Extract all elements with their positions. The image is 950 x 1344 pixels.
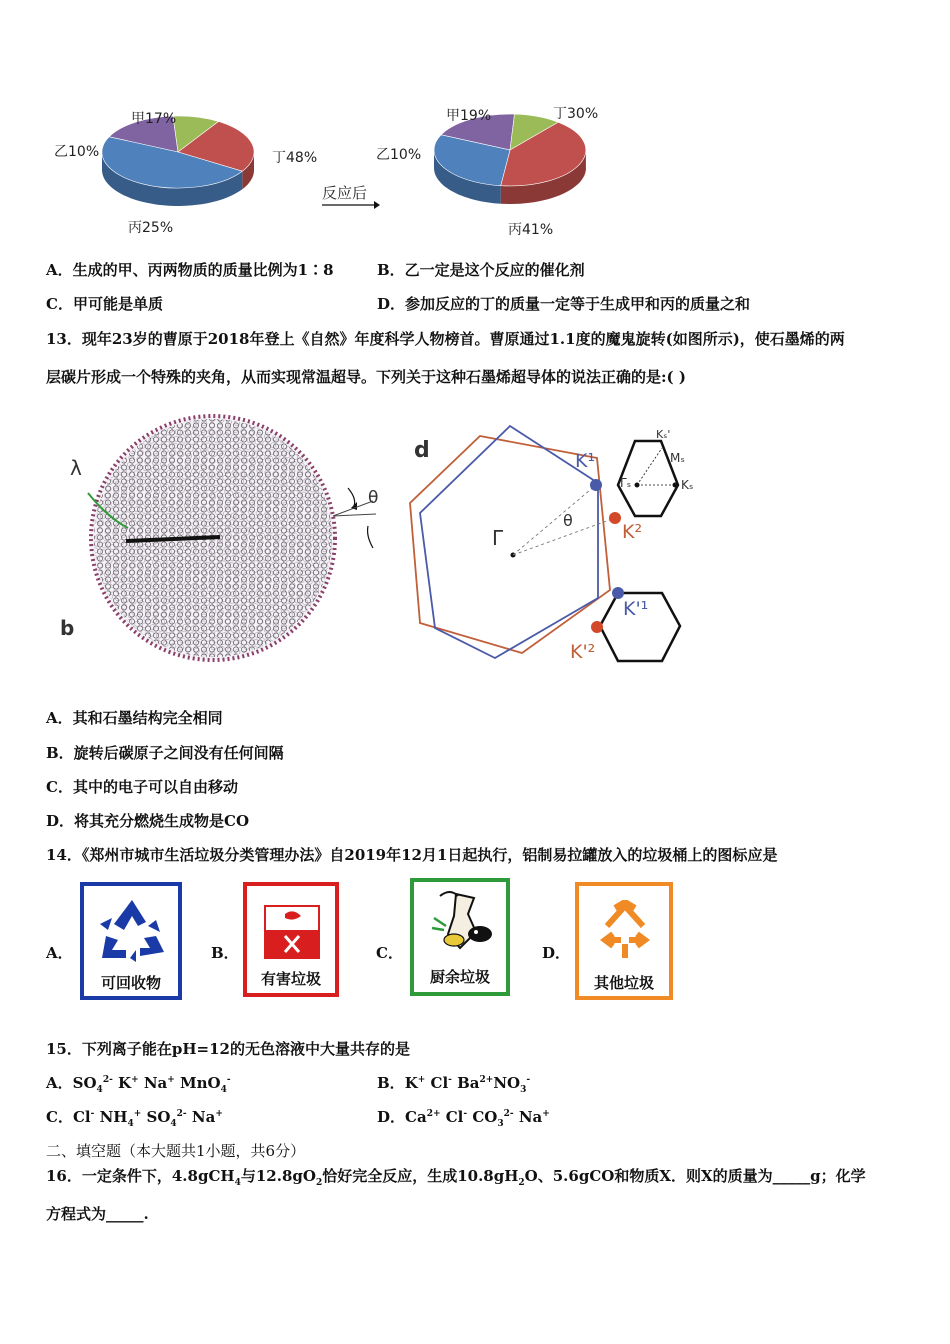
q13-option-d: D．将其充分燃烧生成物是CO	[46, 812, 250, 830]
label-ms: Mₛ	[670, 451, 685, 465]
label-k2: K²	[622, 521, 643, 543]
hazardous-bin-icon	[243, 882, 339, 997]
hazardous-caption: 有害垃圾	[260, 970, 321, 988]
label-theta-d: θ	[563, 511, 573, 530]
q14-letter-b: B．	[211, 944, 239, 962]
pie-after-label-yi: 乙10%	[376, 147, 422, 163]
q13-option-b: B．旋转后碳原子之间没有任何间隔	[46, 744, 284, 762]
label-gamma: Γ	[492, 526, 504, 550]
q15-option-a-prefix: A．	[46, 1074, 73, 1092]
q15-option-a: A．$SO_4^{2-}$ K+ Na+ MnO$_4$-	[46, 1074, 231, 1095]
label-b: b	[60, 616, 75, 640]
kitchen-waste-caption: 厨余垃圾	[429, 968, 490, 986]
pie-before-label-bing: 丙25%	[128, 220, 174, 236]
graphene-figure-b	[48, 408, 388, 670]
q15-option-d-prefix: D．	[377, 1108, 406, 1126]
kitchen-waste-bin-icon	[410, 878, 510, 996]
pie-after-label-ding: 丁30%	[553, 106, 599, 122]
food-waste-icon	[426, 888, 498, 958]
label-ks: Kₛ	[681, 478, 694, 492]
q14-letter-a: A．	[46, 944, 73, 962]
pie-after-label-bing: 丙41%	[508, 222, 554, 238]
q16-line2: 方程式为_____.	[46, 1205, 149, 1223]
q16-part4: O、5.6gCO和物质X．则X的质量为_____g；化学	[524, 1167, 866, 1185]
q13-option-c: C．其中的电子可以自由移动	[46, 778, 238, 796]
recyclable-bin-icon	[80, 882, 182, 1000]
other-waste-caption: 其他垃圾	[593, 974, 654, 992]
q15-option-c: C．Cl- $NH_4^+$ $SO_4^{2-}$ Na+	[46, 1108, 223, 1129]
q16-part3: 恰好完全反应，生成10.8gH	[322, 1167, 519, 1185]
q12-option-b: B．乙一定是这个反应的催化剂	[377, 261, 585, 279]
pie-before-label-jia: 甲17%	[131, 111, 177, 127]
label-kp2: K'²	[570, 641, 596, 663]
q16-line1: 16．一定条件下，4.8gCH$_4$与$12.8gO_2$恰好完全反应，生成$10.8gH_2O$、5.6gCO和物质X．则X的质量为_____g；化学	[46, 1167, 866, 1188]
pie-after-label-jia: 甲19%	[446, 108, 492, 124]
q12-option-c: C．甲可能是单质	[46, 295, 163, 313]
q15-option-d: D．$Ca^{2+}$ Cl- $CO_3^{2-}$ Na+	[377, 1108, 550, 1129]
q13-stem-line1: 13．现年23岁的曹原于2018年登上《自然》年度科学人物榜首。曹原通过1.1度的魔鬼旋转(如图所示)，使石墨烯的两	[46, 330, 845, 348]
q15-stem: 15．下列离子能在pH=12的无色溶液中大量共存的是	[46, 1040, 410, 1058]
hazard-battery-icon	[263, 904, 321, 960]
q16-part1: 16．一定条件下，4.8gCH	[46, 1167, 235, 1185]
label-theta-b: θ	[368, 488, 379, 508]
moire-disc-image	[48, 408, 388, 670]
q14-stem: 14．《郑州市城市生活垃圾分类管理办法》自2019年12月1日起执行，铝制易拉罐放入的垃圾桶上的图标应是	[46, 846, 778, 864]
label-kp1: K'¹	[623, 598, 649, 620]
q14-letter-d: D．	[542, 944, 571, 962]
brillouin-figure-d	[400, 408, 705, 676]
reaction-arrow	[322, 182, 380, 212]
q13-option-a: A．其和石墨结构完全相同	[46, 709, 223, 727]
label-d: d	[414, 438, 430, 463]
other-waste-bin-icon	[575, 882, 673, 1000]
pie-chart-after	[432, 110, 612, 220]
q13-stem-line2: 层碳片形成一个特殊的夹角，从而实现常温超导。下列关于这种石墨烯超导体的说法正确的是:( )	[46, 368, 686, 386]
q16-part2: 与12.8gO	[240, 1167, 316, 1185]
q14-letter-c: C．	[376, 944, 403, 962]
q15-option-b-prefix: B．	[377, 1074, 405, 1092]
label-gamma-s: Γₛ	[620, 476, 632, 490]
recycle-icon	[96, 896, 168, 962]
recyclable-caption: 可回收物	[100, 974, 161, 992]
arrow-icon	[322, 200, 380, 210]
brillouin-zone-diagram	[400, 408, 705, 676]
q12-option-d: D．参加反应的丁的质量一定等于生成甲和丙的质量之和	[377, 295, 751, 313]
section-2-title: 二、填空题（本大题共1小题，共6分）	[46, 1142, 306, 1160]
label-k1: K¹	[575, 450, 596, 472]
other-waste-arrow-icon	[597, 900, 653, 962]
arrow-label: 反应后	[322, 184, 368, 202]
q15-option-c-prefix: C．	[46, 1108, 73, 1126]
pie-before-label-yi: 乙10%	[54, 144, 100, 160]
q12-option-a: A．生成的甲、丙两物质的质量比例为1∶8	[46, 261, 334, 279]
label-ks-prime: Kₛ'	[656, 428, 671, 441]
pie-chart-before	[100, 112, 280, 222]
pie-before-label-ding: 丁48%	[272, 150, 318, 166]
q15-option-b: B．K+ Cl- $Ba^{2+}NO_3^-$	[377, 1074, 531, 1095]
label-lambda: λ	[70, 456, 82, 480]
